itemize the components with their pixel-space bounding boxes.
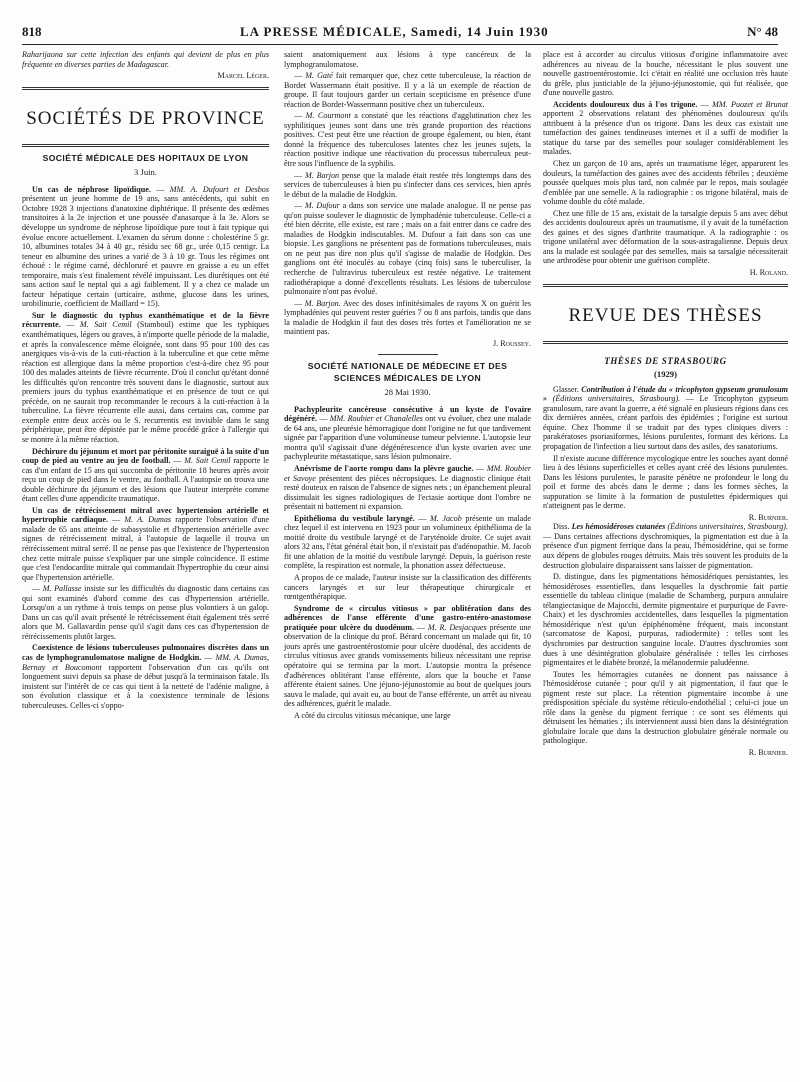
article: Un cas de néphrose lipoïdique. — MM. A. Dufourt et Desbos présentent un jeune homme de 19 ans, sans antécédents, qui subit en Octobre 1928 3 injections d'anatoxine diphtérique. Il présente des œdèmes transitoires à la 2e injection et une poussée d'anasarque à la 3e. Alors se développe un syndrome de néphrose lipoïdique pure tout à fait typique qui évolue encore actuellement. L'examen du sérum donne : cholestérine 5 gr. 10, albumines totales 34 à 40 gr., résidu sec 68 gr., urée 0,15 centigr. La teneur en albumine des urines a varié de 3 à 10 gr. Tous les régimes ont échoué : le régime carné, déchloruré et pauvre en graisse a eu un effet temporaire, mais s'est finalement révélé impuissant. Les diurétiques ont été sans action sauf le neptal qui a agi faiblement. Il y a chez ce malade un facteur hépatique certain (urticaire, asthme, glucose dans les urines, urobilinurie, coefficient de Maillard = 15). bbox=[22, 184, 269, 309]
paragraph: Il n'existe aucune différence mycologique entre les souches ayant donné lieu à des lésions superficielles et celles ayant créé des lésions purulentes. Dans les lésions purulentes, le parasite pénètre ne profondeur le long du poil et forme des abcès dans le derme ; dans les formes sèches, la suppuration se limite à la formation de pustulettes épidermiques qui n'atteignent pas le derme. bbox=[543, 453, 788, 511]
session-date: 28 Mai 1930. bbox=[384, 386, 431, 397]
journal-title: LA PRESSE MÉDICALE, Samedi, 14 Juin 1930 bbox=[239, 24, 549, 39]
section-heading: REVUE DES THÈSES bbox=[568, 304, 763, 326]
theses-year: (1929) bbox=[654, 368, 677, 379]
signature: R. Burnier. bbox=[748, 747, 788, 757]
column-2 bbox=[284, 50, 531, 722]
article: Sur le diagnostic du typhus exanthématique et de la fièvre récurrente. — M. Sait Cemil (Stamboul) estime que les typhiques exanthématiques, légers ou graves, à n'importe quelle période de la maladie, et après la convalescence même éloignée, sont dans 95 pour 100 des cas anergiques vis-à-vis de la cuti-réaction à la tuberculine et que cette même réaction est allergique dans la même proportion c'est-à-dire chez 95 pour 100 des malades atteints de fièvre récurrente. D'où il conclut qu'étant donné les difficultés qu'on rencontre très souvent dans le diagnostic, surtout aux premiers jours du typhus exanthématique et en présence de tout ce qui précède, on ne saurait trop recommander le recours à la cuti-réaction à la tuberculine. La fièvre récurrente elle aussi, dans certains cas, comme par exemple entre deux accès ou le S. recurrentis est invisible dans le sang périphérique, peut être dépistée par le même procédé grâce à l'allergie qui se montre à la même réaction. bbox=[22, 310, 269, 444]
issue-number: N° 48 bbox=[747, 24, 778, 39]
paragraph: — M. Courmont a constaté que les réactions d'agglutination chez les syphilitiques jeunes sont dans une très grande proportion des réactions positives. C'est peut être une réaction de groupe également, ou bien, étant donné la fréquence des tuberculoses latentes chez les jeunes sujets, la réaction positive indique une réactivation du processus tuberculeux peut-être sous l'influence de la syphilis. bbox=[284, 111, 531, 169]
divider bbox=[543, 341, 788, 344]
session-date: 3 Juin. bbox=[134, 166, 157, 177]
signature: R. Burnier. bbox=[748, 512, 788, 522]
signature: Marcel Léger. bbox=[217, 71, 269, 81]
paragraph: Raharijaona sur cette infection des enfants qui devient de plus en plus fréquente en diverses parties de Madagascar. bbox=[22, 50, 269, 69]
thesis-entry: Diss. Les hémosidéroses cutanées (Éditions universitaires, Strasbourg). — Dans certaines affections dyschromiques, la pigmentation est due à la présence d'un pigment ferrique dans la peau, l'hémosidérine, qui se forme aux dépens de globules rouges détruits. Mais très souvent les produits de la destruction globulaire disparaissent sans laisser de pigmentation. bbox=[543, 522, 789, 570]
signature: J. Roussey. bbox=[493, 338, 531, 348]
page-number: 818 bbox=[22, 24, 42, 39]
column-1 bbox=[22, 50, 269, 712]
article: Un cas de rétrécissement mitral avec hypertension artérielle et hypertrophie cardiaque. — M. A. Dumas rapporte l'observation d'une malade de 65 ans atteinte de subasystolie et d'hypertension artérielle avec signes de rétrécissement mitral, à l'autopsie de laquelle il trouva un rétrécissement mitral serré. Il ne pense pas que l'existence de l'hypertension chez cette mitrale puisse s'expliquer par une simple coïncidence. Il estime que c'est l'endocardite mitrale qui commandait l'hypertrophie du cœur ainsi que l'hypertension artérielle. bbox=[22, 505, 270, 582]
society-heading: SOCIÉTÉ NATIONALE DE MÉDECINE ET DES SCIENCES MÉDICALES DE LYON bbox=[307, 361, 508, 383]
article: Anévrisme de l'aorte rompu dans la plèvre gauche. — MM. Roubier et Savoye présentent des pièces nécropsiques. Le diagnostic clinique était resté douteux en raison de l'absence de signes nets ; un épanchement pleural dissimulait les signes radiologiques de l'ectasie aortique dont l'ombre ne présentait ni battement ni expansion. bbox=[284, 464, 532, 512]
paragraph: — M. Gaté fait remarquer que, chez cette tuberculeuse, la réaction de Bordet Wassermann était positive. Il y a là un exemple de réaction de groupe. Il faut toujours garder un certain scepticisme en présence d'une réaction de Bordet-Wassermann positive chez un tuberculeux. bbox=[284, 71, 532, 109]
divider bbox=[22, 87, 269, 90]
paragraph: place est à accorder au circulus vitiosus d'origine inflammatoire avec adhérences au niveau de la bouche, nécessitant le plus souvent une nouvelle gastroentérostomie. Ici c'était en réalité une occlusion très haute du grêle, plus justiciable de la jéjuno-jéjunostomie, qui fut réalisée, que d'une nouvelle gastro. bbox=[543, 50, 788, 98]
page-header bbox=[22, 14, 778, 45]
signature: H. Roland. bbox=[749, 268, 788, 278]
divider bbox=[378, 354, 438, 355]
article: Pachypleurite cancéreuse consécutive à un kyste de l'ovaire dégénéré. — MM. Roubier et Chanalelles ont vu évoluer, chez une malade de 64 ans, une pleurésie hémorragique dont l'origine ne fut que tardivement signée par l'apparition d'une volumineuse tumeur pelvienne. L'autopsie leur montra qu'il s'agissait d'une dégénérescence d'un kyste ovarien avec une pachypleurite métastatique, sans lésion pulmonaire. bbox=[284, 404, 532, 462]
paragraph: A côté du circulus vitiosus mécanique, une large bbox=[294, 710, 451, 720]
section-heading: SOCIÉTÉS DE PROVINCE bbox=[26, 107, 265, 129]
article: Accidents douloureux dus à l'os trigone. — MM. Puozet et Brunat apportent 2 observations relatant des phénomènes douloureux qu'ils attribuent à la présence d'un os trigone. Dans les deux cas existait une tuméfaction des gaines tendineuses internes et il a suffi de modifier la statique du tarse par des semelles pour soulager considérablement les malades. bbox=[543, 99, 789, 157]
paragraph: — M. Dufour a dans son service une malade analogue. Il ne pense pas qu'on puisse soulever le diagnostic de lymphadénie tuberculeuse. Celle-ci a été bien décrite, elle existe, est rare ; mais on a fait entrer dans ce cadre des maladies de Hodgkin indiscutables. M. Dufour a fait dans son cas une biopsie. Les ganglions ne présentent pas de formations tuberculeuses, mais on ne peut pas dire non plus qu'il s'agisse de maladie de Hodgkin. Des ganglions ont été inoculés au cobaye (cinq fois) sans le tuberculiser, la recherche de l'ultravirus tuberculeux est restée négative. Le traitement radiothérapique a donné d'excellents résultats. Les lésions de tuberculose pulmonaire n'ont pas évolué. bbox=[284, 201, 531, 297]
society-heading: SOCIÉTÉ MÉDICALE DES HOPITAUX DE LYON bbox=[42, 153, 249, 164]
paragraph: A propos de ce malade, l'auteur insiste sur la classification des différents cancers laryngés et sur leur thérapeutique chirurgicale et rœntgenthérapique. bbox=[284, 573, 531, 602]
article: — M. Pallasse insiste sur les difficultés du diagnostic dans certains cas qui sont examinés d'abord comme des cas d'hypertension artérielle. Lorsqu'on a un rythme à trois temps on pense plus volontiers à un galop. Dans un cas qu'il avait présenté le rétrécissement était également très serré alors que M. Gallavardin pense qu'il s'agit dans ces cas d'hypertension de rétrécissements plutôt larges. bbox=[22, 584, 270, 641]
paragraph: Toutes les hémorragies cutanées ne donnent pas naissance à l'hémosidérose cutanée ; pour qu'il y ait pigmentation, il faut que le pigment reste sur place. La rétention pigmentaire incombe à une prédisposition spéciale du système réticulo-endothélial ; celui-ci joue un rôle dans la genèse du pigment ferrique : ce sont ses éléments qui détruisent les hématies ; ils interviennent aussi bien dans la désintégration globulaire locale que dans la destruction globulaire générale normale ou pathologique. bbox=[543, 669, 788, 746]
column-3 bbox=[543, 50, 788, 758]
paragraph: Chez une fille de 15 ans, existait de la tarsalgie depuis 5 ans avec début des accidents douloureux après un traumatisme, il y avait de la tuméfaction des gaines et des signes d'arthrite traumatique. A la radiographie : os trigone unilatéral avec déformation de la sous-astragalienne. Depuis deux ans la malade est soulagée par des semelles, mais sa tarsalgie nécessiterait une arthrodèse pour obtenir une guérison complète. bbox=[543, 208, 788, 266]
article: Coexistence de lésions tuberculeuses pulmonaires discrètes dans un cas de lymphogranulomatose maligne de Hodgkin. — MM. A. Dumas, Bernay et Boucomont rapportent l'observation d'un cas qu'ils ont longuement suivi depuis sa phase de début jusqu'à la terminaison fatale. Ils insistent sur l'intérêt de ce cas qui tient à la netteté de l'adénie maligne, à son évolution classique et à la coexistence terminale de lésions tuberculeuses. Celles-ci s'oppo- bbox=[22, 643, 270, 710]
paragraph: — M. Barjon pense que la malade était restée très longtemps dans des services de tuberculeuses à bien pu s'infecter dans ces services, bien après le début de la maladie de Hodgkin. bbox=[284, 170, 531, 199]
theses-heading: THÈSES DE STRASBOURG bbox=[604, 355, 727, 366]
paragraph: Chez un garçon de 10 ans, après un traumatisme léger, apparurent les douleurs, la tuméfaction des gaines avec des accidents fébriles ; deuxième poussée quelques mois plus tard, non calmée par le repos, mais soulagée d'emblée par une semelle. A la radiographie : os trigone bilatéral, mais de volume double du côté malade. bbox=[543, 159, 788, 207]
article: Epithélioma du vestibule laryngé. — M. Jacob présente un malade chez lequel il est intervenu en 1923 pour un volumineux épithélioma de la moitié droite du vestibule laryngé et de l'aryténoïde droite. Ce sujet avait alors 32 ans, l'état général était bon, il n'existait pas d'adénopathie. M. Jacob fit une ablation de la moitié du vestibule laryngé. Depuis, la guérison reste complète, la respiration est normale, la phonation assez défectueuse. bbox=[284, 513, 531, 571]
thesis-entry: Glasser. Contribution à l'étude du « tricophyton gypseum granulosum » (Éditions universitaires, Strasbourg). — Le Tricophyton gypseum granulosum, rare avant la guerre, a été signalé en plusieurs régions dans ces dix dernières années, créant parfois des épidémies ; l'origine est surtout équine. Chez l'homme il se traduit par des types cliniques divers : parakératoses psoriasiformes, lésions purulentes, formant des kérions. La propagation de l'infection a lieu surtout dans des asiles, des sanatoriums. bbox=[543, 384, 789, 452]
paragraph: saient anatomiquement aux lésions à type cancéreux de la lymphogranulomatose. bbox=[284, 50, 531, 69]
article: Syndrome de « circulus vitiosus » par oblitération dans des adhérences de l'anse efférente d'une gastro-entéro-anastomose pratiquée pour ulcère du duodénum. — M. R. Desjacques présente une observation de la clinique du prof. Bérard concernant un malade qui fit, 10 jours après une gastroentérostomie pour ulcère duodénal, des accidents de circulus vitiosus avec grands vomissements bilieux nécessitant une reprise opératoire qui se termina par la mort. L'autopsie montra la présence d'adhérences oblitérant l'anse efférente, alors que la bouche et l'anse afférente étaient saines. Une jéjuno-jéjunostomie au bout de quelques jours sauva le malade, qui avait eu, au bout de l'anse efférente, un arrêt au niveau des adhérences, guérit le malade. bbox=[284, 603, 532, 709]
divider bbox=[543, 284, 788, 287]
paragraph: — M. Barjon. Avec des doses infinitésimales de rayons X on guérit les lymphadénies qui peuvent rester guéries 7 ou 8 ans parfois, tandis que dans la maladie de Hodgkin il faut des doses très fortes et l'amélioration ne se maintient pas. bbox=[284, 298, 532, 337]
divider bbox=[22, 144, 269, 147]
paragraph: D. distingue, dans les pigmentations hémosidériques persistantes, les hémosidéroses essentielles, dans lesquelles la dyschromie fait partie essentielle du tableau clinique (maladie de Schamberg, purpura annulaire télangiectasique de Majocchi, dermite pigmentaire et purpurique de Favre-Chaix) et les dyschromies accidentelles, dans lesquelles la pigmentation hémosidérique n'est qu'un épiphénomène fréquent, mais inconstant (sarcomatose de Kaposi, purpuras, radiodermite) : telles sont les dyschromies par destruction sanguine locale. D'autres dyschromies sont dues à une désintégration globulaire généralisée : telles les cirrhoses pigmentaires et le diabète bronzé, la mélanodermie paludéenne. bbox=[543, 572, 788, 668]
article: Déchirure du jéjunum et mort par péritonite suraiguë à la suite d'un coup de pied au ventre au jeu de football. — M. Sait Cemil rapporte le cas d'un enfant de 15 ans qui succomba de péritonite 18 heures après avoir reçu un coup de pied dans le ventre, au football. A l'autopsie on trouva une double déchirure du jéjunum et des lésions que l'auteur interprète comme étant celles d'une appendicite traumatique. bbox=[22, 446, 269, 504]
